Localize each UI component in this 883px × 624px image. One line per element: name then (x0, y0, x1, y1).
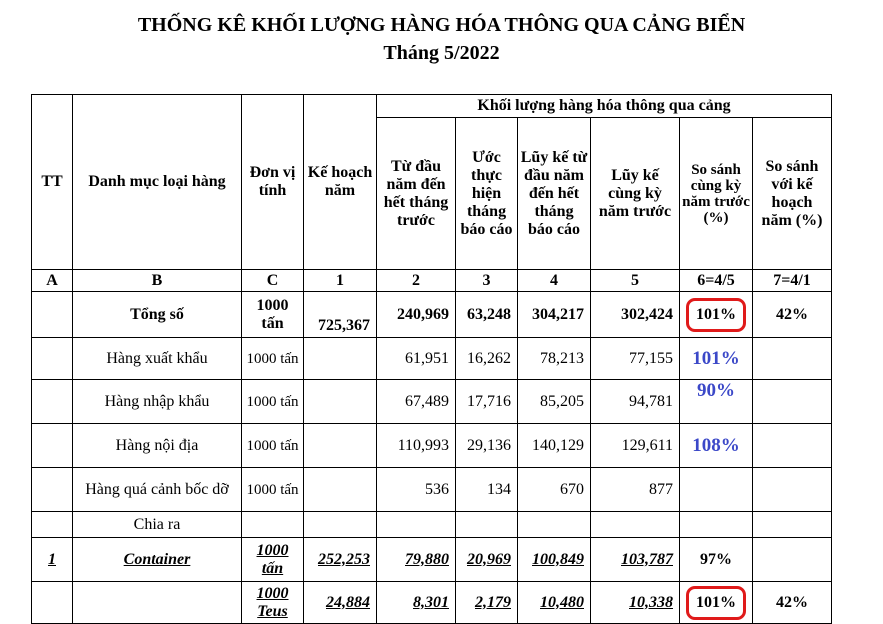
total-c6: 42% (753, 292, 832, 338)
teus-tt (32, 582, 73, 624)
container-tons-c3: 100,849 (518, 538, 591, 582)
import-c5: 90% (680, 380, 753, 424)
container-teus-plan: 24,884 (304, 582, 377, 624)
total-c3: 304,217 (518, 292, 591, 338)
domestic-c4: 129,611 (591, 424, 680, 468)
transit-plan (304, 468, 377, 512)
import-plan (304, 380, 377, 424)
import-c4: 94,781 (591, 380, 680, 424)
index-cell: 4 (518, 270, 591, 292)
total-c5-highlight: 101% (686, 298, 746, 332)
row-domestic (32, 424, 832, 468)
transit-name: Hàng quá cảnh bốc dỡ (73, 468, 242, 512)
total-c1: 240,969 (377, 292, 456, 338)
breakdown-c3 (518, 512, 591, 538)
header-tt: TT (32, 95, 73, 270)
container-teus-c4: 10,338 (591, 582, 680, 624)
domestic-c3: 140,129 (518, 424, 591, 468)
container-teus-c5-highlight: 101% (686, 586, 746, 620)
breakdown-unit (242, 512, 304, 538)
import-c1: 67,489 (377, 380, 456, 424)
header-unit: Đơn vị tính (242, 95, 304, 270)
transit-tt (32, 468, 73, 512)
row-container-tons (32, 538, 832, 582)
index-cell: 3 (456, 270, 518, 292)
total-c2: 63,248 (456, 292, 518, 338)
breakdown-c6 (753, 512, 832, 538)
transit-c5 (680, 468, 753, 512)
header-c1: Từ đầu năm đến hết tháng trước (377, 118, 456, 270)
breakdown-name: Chia ra (73, 512, 242, 538)
header-c3: Lũy kế từ đầu năm đến hết tháng báo cáo (518, 118, 591, 270)
container-tons-unit: 1000 tấn (242, 538, 304, 582)
row-import (32, 380, 832, 424)
import-c6 (753, 380, 832, 424)
domestic-tt (32, 424, 73, 468)
breakdown-c4 (591, 512, 680, 538)
export-c1: 61,951 (377, 338, 456, 380)
container-tons-plan: 252,253 (304, 538, 377, 582)
import-c3: 85,205 (518, 380, 591, 424)
total-tt (32, 292, 73, 338)
index-cell: 7=4/1 (753, 270, 832, 292)
domestic-c1: 110,993 (377, 424, 456, 468)
row-export (32, 338, 832, 380)
import-name: Hàng nhập khẩu (73, 380, 242, 424)
header-c6: So sánh với kế hoạch năm (%) (753, 118, 832, 270)
total-name: Tổng số (73, 292, 242, 338)
header-c4: Lũy kế cùng kỳ năm trước (591, 118, 680, 270)
container-teus-c2: 2,179 (456, 582, 518, 624)
export-c2: 16,262 (456, 338, 518, 380)
container-tons-c1: 79,880 (377, 538, 456, 582)
export-plan (304, 338, 377, 380)
page-title: THỐNG KÊ KHỐI LƯỢNG HÀNG HÓA THÔNG QUA CẢNG BIỂN (137, 14, 746, 36)
total-c5-cell (680, 292, 753, 338)
index-cell: 5 (591, 270, 680, 292)
total-plan: 725,367 (304, 292, 377, 338)
header-row-1 (32, 95, 832, 118)
breakdown-c1 (377, 512, 456, 538)
export-c3: 78,213 (518, 338, 591, 380)
index-cell: A (32, 270, 73, 292)
page-subtitle: Tháng 5/2022 (383, 42, 500, 64)
import-tt (32, 380, 73, 424)
index-cell: 2 (377, 270, 456, 292)
container-teus-c5-cell (680, 582, 753, 624)
cargo-statistics-table (31, 94, 832, 624)
header-plan: Kế hoạch năm (304, 95, 377, 270)
transit-c4: 877 (591, 468, 680, 512)
index-row (32, 270, 832, 292)
breakdown-plan (304, 512, 377, 538)
row-transit (32, 468, 832, 512)
container-teus-c3: 10,480 (518, 582, 591, 624)
row-container-teus (32, 582, 832, 624)
row-breakdown (32, 512, 832, 538)
container-name: Container (73, 538, 242, 582)
header-c5: So sánh cùng kỳ năm trước (%) (680, 118, 753, 270)
container-teus-unit: 1000 Teus (242, 582, 304, 624)
row-total (32, 292, 832, 338)
teus-name (73, 582, 242, 624)
domestic-plan (304, 424, 377, 468)
index-cell: 1 (304, 270, 377, 292)
index-cell: C (242, 270, 304, 292)
container-tons-c2: 20,969 (456, 538, 518, 582)
export-tt (32, 338, 73, 380)
total-unit: 1000 tấn (242, 292, 304, 338)
container-tt: 1 (32, 538, 73, 582)
export-c6 (753, 338, 832, 380)
transit-unit: 1000 tấn (242, 468, 304, 512)
header-category: Danh mục loại hàng (73, 95, 242, 270)
domestic-unit: 1000 tấn (242, 424, 304, 468)
export-c4: 77,155 (591, 338, 680, 380)
breakdown-c5 (680, 512, 753, 538)
domestic-name: Hàng nội địa (73, 424, 242, 468)
transit-c1: 536 (377, 468, 456, 512)
index-cell: B (73, 270, 242, 292)
header-c2: Ước thực hiện tháng báo cáo (456, 118, 518, 270)
export-name: Hàng xuất khẩu (73, 338, 242, 380)
import-c2: 17,716 (456, 380, 518, 424)
domestic-c5: 108% (680, 424, 753, 468)
transit-c3: 670 (518, 468, 591, 512)
domestic-c2: 29,136 (456, 424, 518, 468)
container-teus-c6: 42% (753, 582, 832, 624)
container-tons-c4: 103,787 (591, 538, 680, 582)
index-cell: 6=4/5 (680, 270, 753, 292)
header-group: Khối lượng hàng hóa thông qua cảng (377, 95, 832, 118)
export-unit: 1000 tấn (242, 338, 304, 380)
breakdown-tt (32, 512, 73, 538)
export-c5: 101% (680, 338, 753, 380)
container-tons-c6 (753, 538, 832, 582)
container-teus-c1: 8,301 (377, 582, 456, 624)
import-unit: 1000 tấn (242, 380, 304, 424)
transit-c2: 134 (456, 468, 518, 512)
transit-c6 (753, 468, 832, 512)
total-c4: 302,424 (591, 292, 680, 338)
domestic-c6 (753, 424, 832, 468)
breakdown-c2 (456, 512, 518, 538)
container-tons-c5: 97% (680, 538, 753, 582)
